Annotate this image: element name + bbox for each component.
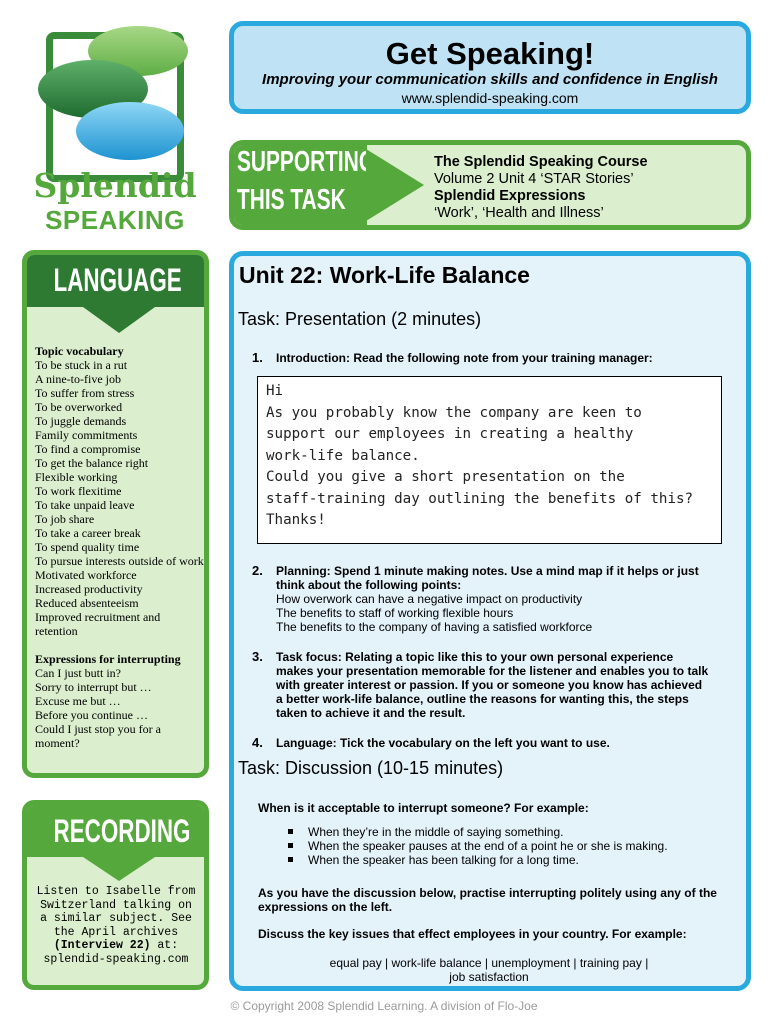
course-title: The Splendid Speaking Course <box>434 154 648 170</box>
note-line: work-life balance. <box>266 447 420 464</box>
interrupt-bullets <box>284 825 668 867</box>
logo-name-speaking: SPEAKING <box>45 205 185 235</box>
planning-point: How overwork can have a negative impact on productivity <box>276 592 583 606</box>
note-line: Hi <box>266 383 284 399</box>
task-item-planning <box>252 564 712 634</box>
expression-item: Sorry to interrupt but … <box>35 680 152 694</box>
vocabulary-list <box>35 344 205 750</box>
item-text: Introduction: Read the following note from your training manager: <box>276 351 653 365</box>
copyright-footer: © Copyright 2008 Splendid Learning. A division of Flo-Joe <box>230 999 538 1013</box>
page-title: Get Speaking! <box>385 36 595 71</box>
task-panel <box>229 251 751 991</box>
expression-item: Before you continue … <box>35 708 148 722</box>
item-number: 4. <box>252 735 263 750</box>
vocab-item: Improved recruitment and retention <box>35 610 161 638</box>
unit-title: Unit 22: Work-Life Balance <box>239 262 530 288</box>
site-url: www.splendid-speaking.com <box>401 90 579 106</box>
note-line: support our employees in creating a healthy <box>266 426 634 442</box>
supporting-label <box>229 140 376 230</box>
vocab-item: Motivated workforce <box>35 568 137 582</box>
discussion-practise: As you have the discussion below, practise interrupting politely using any of the expressions on the left. <box>258 886 717 914</box>
vocab-item: To pursue interests outside of work <box>35 554 204 568</box>
note-line: Could you give a short presentation on the <box>266 469 625 485</box>
expression-item: Could I just stop you for a moment? <box>35 722 161 750</box>
vocab-item: To get the balance right <box>35 456 149 470</box>
interview-reference: (Interview 22) <box>53 939 151 952</box>
bullet-item: When the speaker has been talking for a long time. <box>284 853 668 867</box>
item-text: Task focus: Relating a topic like this to your own personal experience makes your presentation memorable for the listener and enables you to talk with greater interest or passion. If you or someone you know has achieved a better work-life balance, outline the reasons for wanting this, the steps taken to achieve it and the result. <box>276 650 709 720</box>
vocab-item: To spend quality time <box>35 540 140 554</box>
arrow-down-icon <box>83 857 155 881</box>
issue-examples: equal pay | work-life balance | unemployment | training pay | job satisfaction <box>329 956 649 984</box>
header-box <box>229 21 751 114</box>
supporting-course-info <box>434 154 648 222</box>
item-number: 2. <box>252 563 263 578</box>
note-line: As you probably know the company are keen to <box>266 404 642 421</box>
speech-bubble-icon <box>76 102 184 160</box>
course-unit: Volume 2 Unit 4 ‘STAR Stories’ <box>434 171 634 187</box>
discussion-issues: Discuss the key issues that effect employees in your country. For example: <box>258 927 687 941</box>
vocab-item: To find a compromise <box>35 442 141 456</box>
vocab-item: Family commitments <box>35 428 138 442</box>
item-number: 1. <box>252 350 263 365</box>
task-item-focus <box>252 650 712 720</box>
discussion-question: When is it acceptable to interrupt someone? For example: <box>258 801 589 815</box>
note-line: staff-training day outlining the benefits of this? <box>266 490 694 507</box>
language-panel <box>22 250 209 778</box>
planning-point: The benefits to the company of having a satisfied workforce <box>276 620 593 634</box>
task-presentation-heading: Task: Presentation (2 minutes) <box>238 309 482 329</box>
item-text: Language: Tick the vocabulary on the left you want to use. <box>276 736 610 750</box>
task-discussion-heading: Task: Discussion (10-15 minutes) <box>238 758 504 778</box>
expression-item: Can I just butt in? <box>35 666 121 680</box>
recording-heading: RECORDING <box>53 813 191 849</box>
arrow-down-icon <box>83 307 155 333</box>
vocab-item: Reduced absenteeism <box>35 596 139 610</box>
supporting-label-line1: SUPPORTING <box>237 146 376 178</box>
vocab-item: A nine-to-five job <box>35 372 121 386</box>
vocab-item: To suffer from stress <box>35 386 135 400</box>
recording-panel <box>22 800 209 990</box>
expressions-heading: Expressions for interrupting <box>35 652 181 666</box>
supporting-task-box <box>229 140 751 230</box>
item-number: 3. <box>252 649 263 664</box>
vocab-item: To work flexitime <box>35 484 122 498</box>
page-subtitle: Improving your communication skills and confidence in English <box>262 71 718 88</box>
expressions-topics: ‘Work’, ‘Health and Illness’ <box>434 205 604 221</box>
planning-point: The benefits to staff of working flexible hours <box>276 606 514 620</box>
vocab-item: To job share <box>35 512 95 526</box>
item-text: Planning: Spend 1 minute making notes. Use a mind map if it helps or just think about the following points: <box>276 564 699 592</box>
vocab-item: To be overworked <box>35 400 123 414</box>
vocab-item: To take a career break <box>35 526 141 540</box>
task-item-introduction <box>252 351 653 365</box>
recording-link[interactable]: at: splendid-speaking.com <box>43 939 189 966</box>
vocab-item: To be stuck in a rut <box>35 358 128 372</box>
note-line: Thanks! <box>266 512 326 528</box>
recording-header <box>27 805 204 857</box>
vocab-item: To take unpaid leave <box>35 498 135 512</box>
vocab-item: Flexible working <box>35 470 118 484</box>
expressions-title: Splendid Expressions <box>434 188 586 204</box>
language-heading: LANGUAGE <box>53 262 182 298</box>
recording-intro: Listen to Isabelle from Switzerland talking on a similar subject. See the April archives <box>36 885 196 939</box>
bullet-item: When they’re in the middle of saying something. <box>284 825 668 839</box>
bullet-item: When the speaker pauses at the end of a point he or she is making. <box>284 839 668 853</box>
language-header <box>27 255 204 307</box>
arrow-right-icon <box>366 149 424 221</box>
supporting-label-line2: THIS TASK <box>237 184 346 216</box>
logo-name-splendid: Splendid <box>33 166 197 205</box>
task-item-language <box>252 736 712 750</box>
vocab-heading: Topic vocabulary <box>35 344 124 358</box>
expression-item: Excuse me but … <box>35 694 121 708</box>
recording-text <box>35 885 197 966</box>
vocab-item: To juggle demands <box>35 414 127 428</box>
manager-note <box>257 376 722 544</box>
vocab-item: Increased productivity <box>35 582 143 596</box>
splendid-speaking-logo <box>32 22 202 237</box>
